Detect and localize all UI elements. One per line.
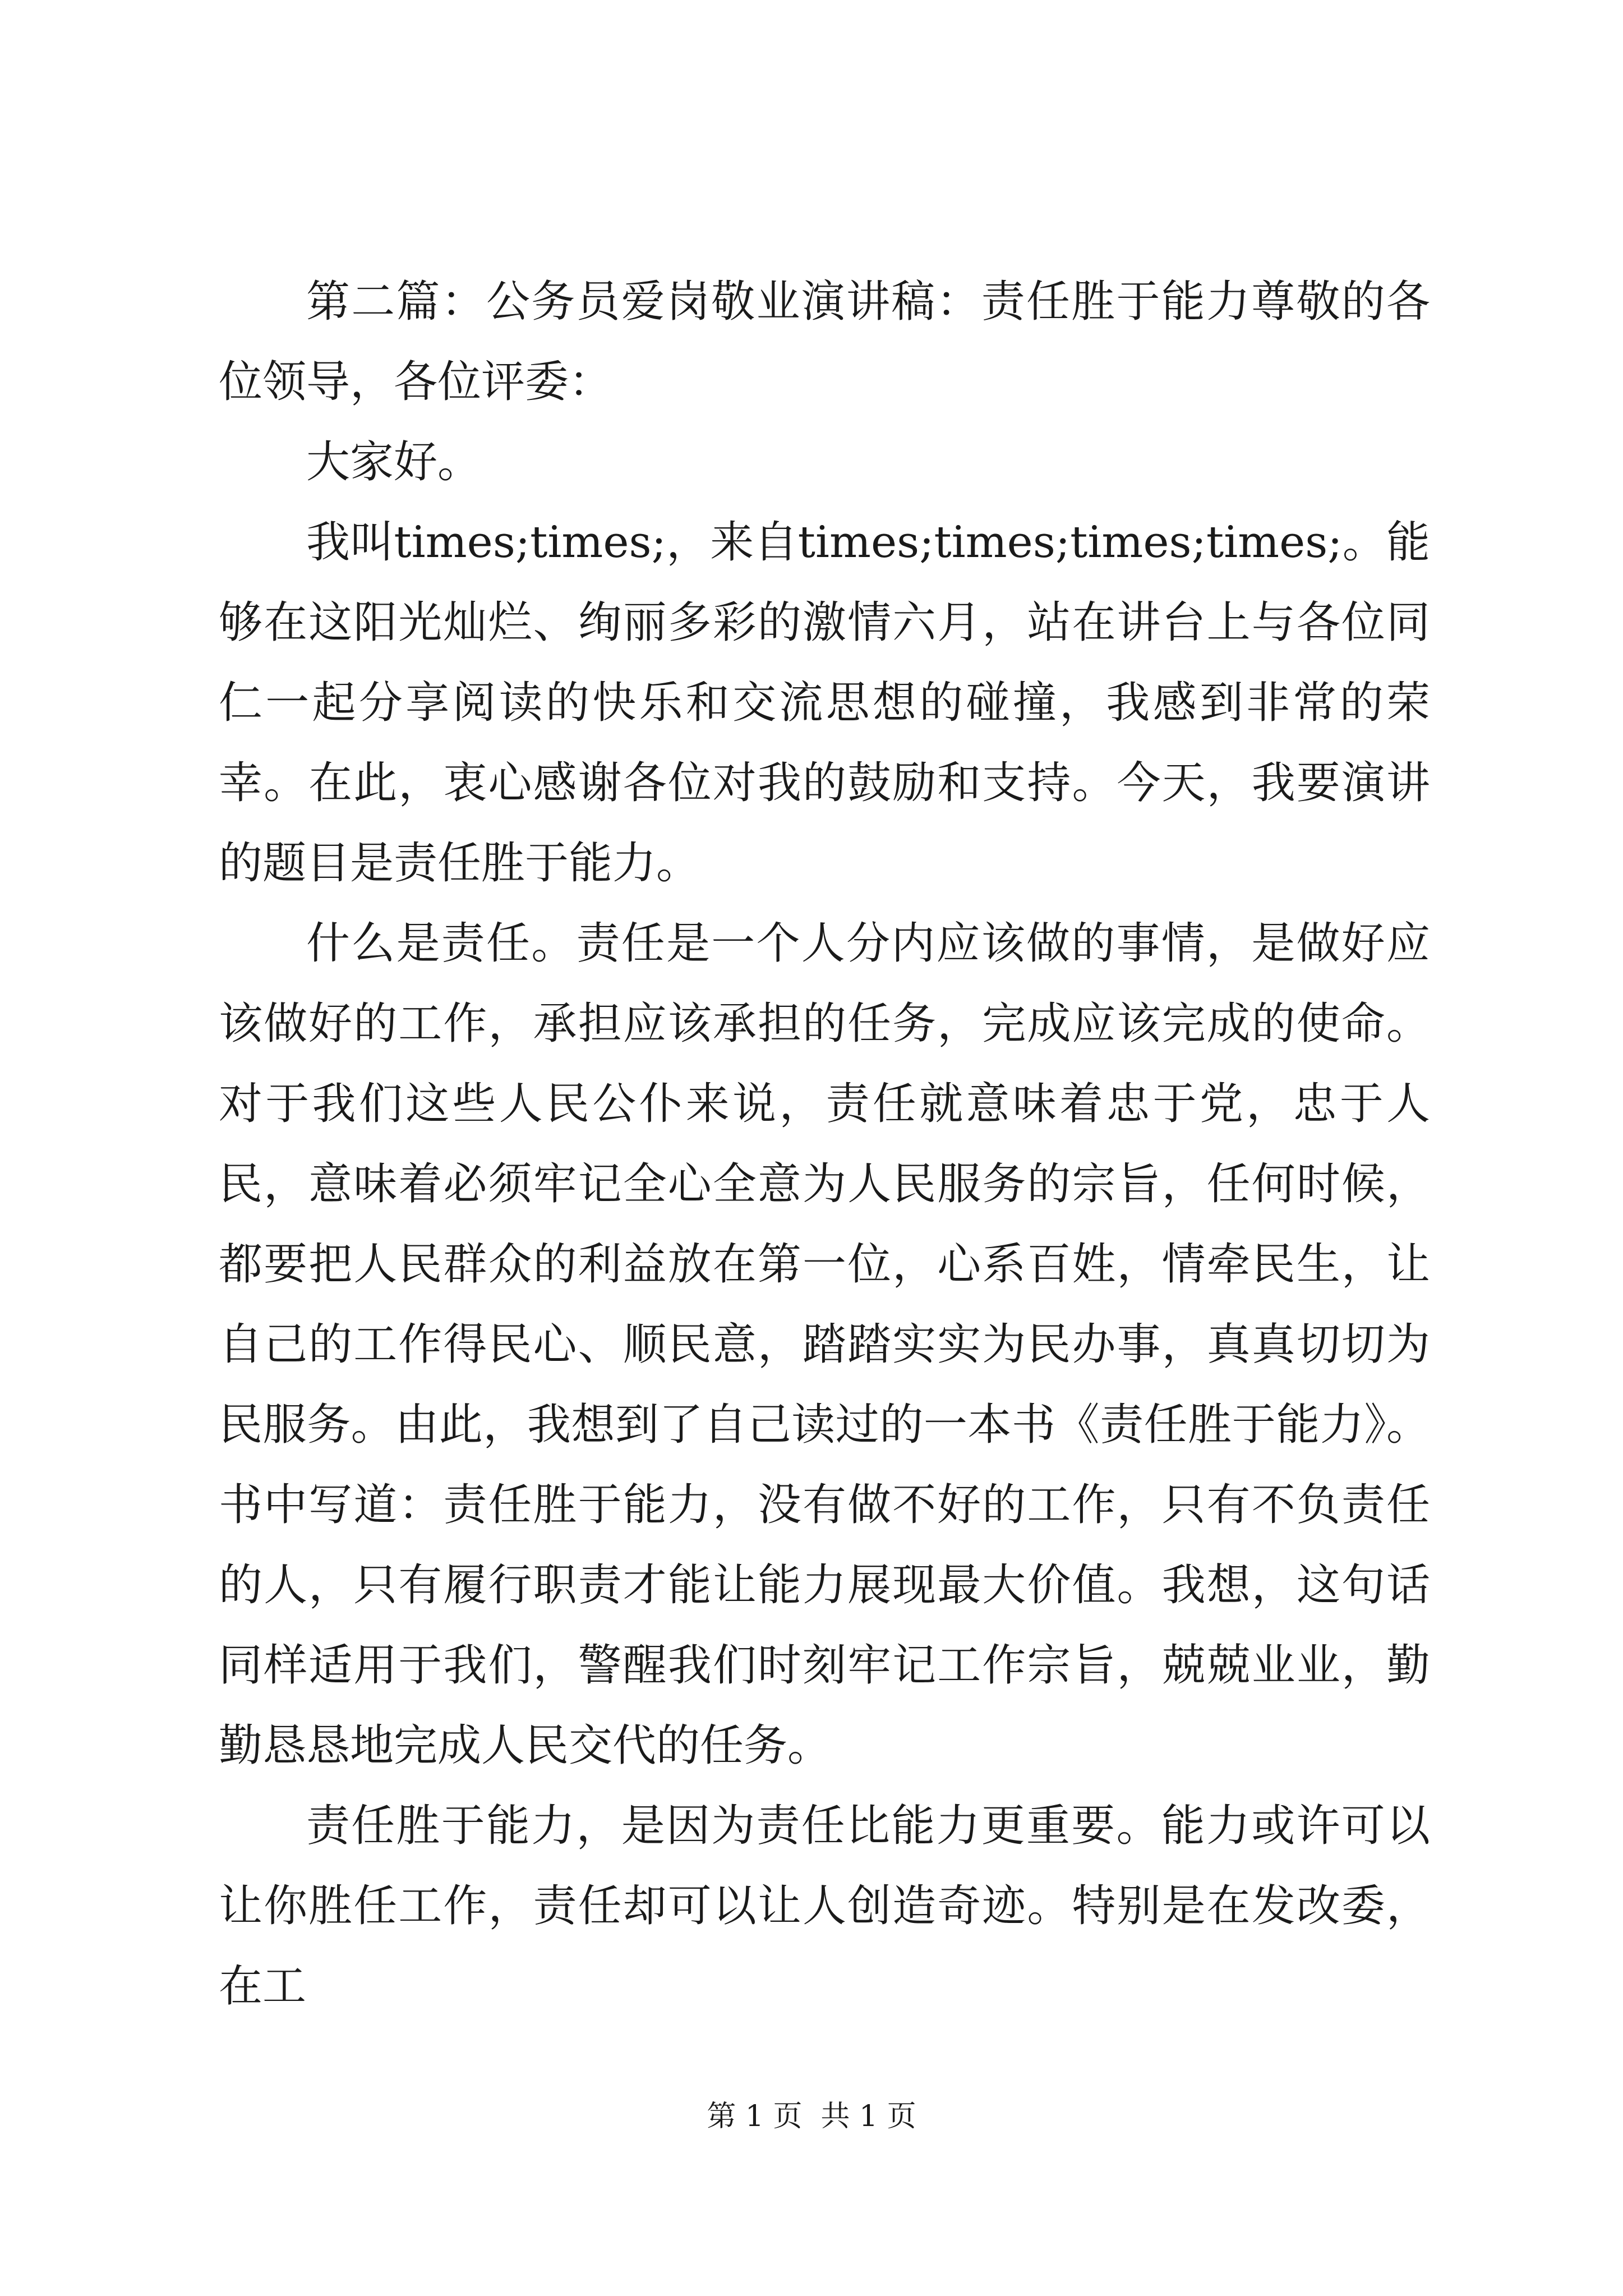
page-footer — [0, 2097, 1623, 2136]
paragraph-title: 第二篇：公务员爱岗敬业演讲稿：责任胜于能力尊敬的各位领导，各位评委： — [219, 277, 1430, 407]
paragraph-intro: 我叫times;times;，来自times;times;times;times;。能够在这阳光灿烂、绚丽多彩的激情六月，站在讲台上与各位同仁一起分享阅读的快乐和交流思想的碰撞，我感到非常的荣幸。在此，衷心感谢各位对我的鼓励和支持。今天，我要演讲的题目是责任胜于能力。 — [219, 517, 1430, 889]
paragraph-greeting: 大家好。 — [306, 437, 482, 487]
page-number-label: 第 1 页 共 1 页 — [707, 2100, 916, 2133]
paragraph-responsibility: 什么是责任。责任是一个人分内应该做的事情，是做好应该做好的工作，承担应该承担的任务，完成应该完成的使命。对于我们这些人民公仆来说，责任就意味着忠于党，忠于人民，意味着必须牢记全心全意为人民服务的宗旨，任何时候，都要把人民群众的利益放在第一位，心系百姓，情牵民生，让自己的工作得民心、顺民意，踏踏实实为民办事，真真切切为民服务。由此，我想到了自己读过的一本书《责任胜于能力》。书中写道：责任胜于能力，没有做不好的工作，只有不负责任的人，只有履行职责才能让能力展现最大价值。我想，这句话同样适用于我们，警醒我们时刻牢记工作宗旨，兢兢业业，勤勤恳恳地完成人民交代的任务。 — [219, 918, 1430, 1771]
paragraph-conclusion: 责任胜于能力，是因为责任比能力更重要。能力或许可以让你胜任工作，责任却可以让人创造奇迹。特别是在发改委，在工 — [219, 1801, 1430, 2012]
document-body — [219, 262, 1430, 2027]
